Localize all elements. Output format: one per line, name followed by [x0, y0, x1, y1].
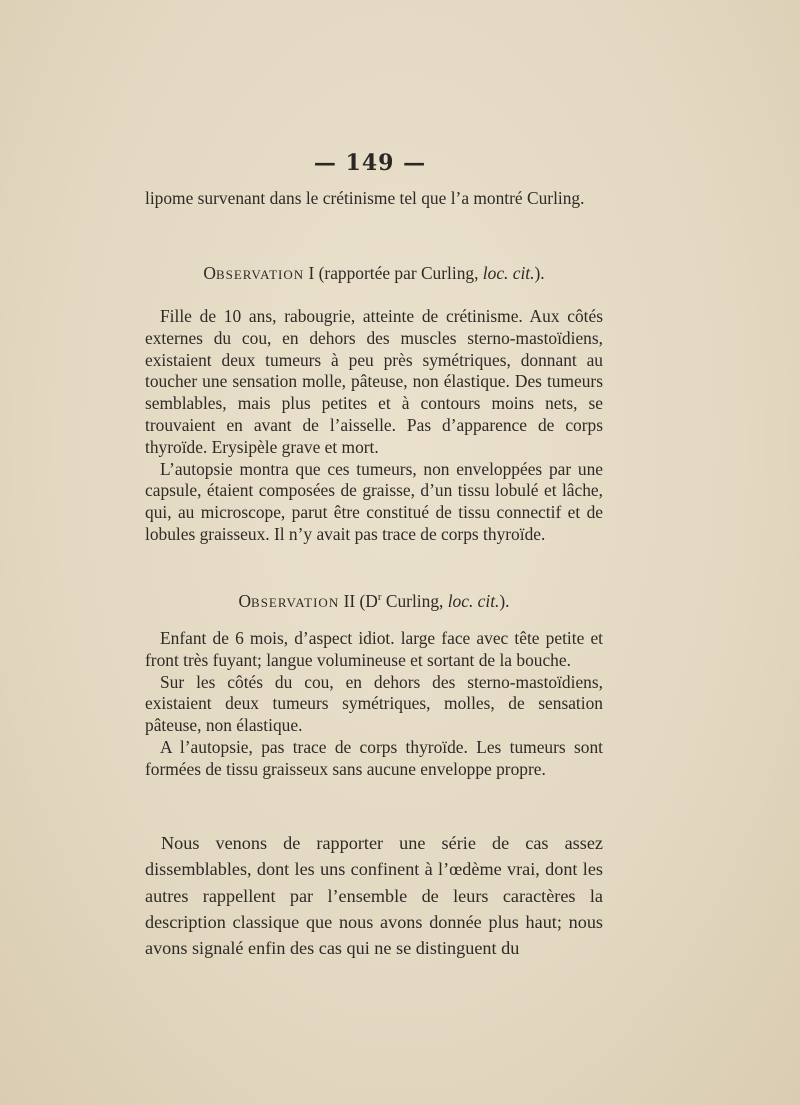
heading-initial: O — [203, 263, 216, 283]
heading-suffix: II (D — [339, 591, 378, 611]
closing-text — [145, 830, 603, 961]
heading-superscript: r — [377, 591, 382, 604]
opening-paragraph: lipome survenant dans le crétinisme tel que l’a montré Curling. — [145, 188, 585, 208]
heading-initial: O — [238, 591, 252, 611]
observation-2-paragraph-1: Enfant de 6 mois, d’aspect idiot. large face avec tête petite et front très fuyant; langue volumineuse et sortant de la bouche. — [145, 628, 603, 670]
heading-citation: loc. cit. — [447, 591, 500, 611]
heading-end: ). — [534, 263, 545, 283]
heading-smallcaps: BSERVATION — [251, 595, 340, 610]
observation-2-heading — [145, 591, 603, 612]
closing-paragraph: Nous venons de rapporter une série de cas assez dissemblables, dont les uns confinent à l’œdème vrai, dont les autres rappellent par l’ensemble de leurs caractères la description classique que nous avons donnée plus haut; nous avons signalé enfin des cas qui ne se distinguent du — [145, 833, 603, 959]
observation-1-paragraph-2: L’autopsie montra que ces tumeurs, non enveloppées par une capsule, étaient composées de graisse, d’un tissu lobulé et lâche, qui, au microscope, parut être constitué de tissu connectif et de lobules graisseux. Il n’y avait pas trace de corps thyroïde. — [145, 458, 603, 544]
observation-2-paragraph-2: Sur les côtés du cou, en dehors des sterno-mastoïdiens, existaient deux tumeurs symétriques, molles, de sensation pâteuse, non élastique. — [145, 671, 603, 736]
observation-2-body — [145, 628, 603, 781]
heading-citation: loc. cit. — [482, 263, 535, 283]
page-number: — 149 — — [313, 150, 427, 176]
heading-name: Curling, — [381, 591, 448, 611]
observation-1-heading — [145, 263, 603, 284]
opening-text — [145, 188, 603, 210]
heading-smallcaps: BSERVATION — [215, 267, 305, 282]
heading-end: ). — [499, 591, 510, 611]
observation-1-body — [145, 306, 603, 546]
heading-suffix: I (rapportée par Curling, — [304, 263, 483, 283]
observation-2-paragraph-3: A l’autopsie, pas trace de corps thyroïde. Les tumeurs sont formées de tissu graisseux sans aucune enveloppe propre. — [145, 736, 603, 779]
observation-1-paragraph-1: Fille de 10 ans, rabougrie, atteinte de crétinisme. Aux côtés externes du cou, en dehors des muscles sterno-mastoïdiens, existaient deux tumeurs à peu près symétriques, donnant au toucher une sensation molle, pâteuse, non élastique. Des tumeurs semblables, mais plus petites et à contours moins nets, se trouvaient en avant de l’aisselle. Pas d’apparence de corps thyroïde. Erysipèle grave et mort. — [145, 306, 603, 457]
